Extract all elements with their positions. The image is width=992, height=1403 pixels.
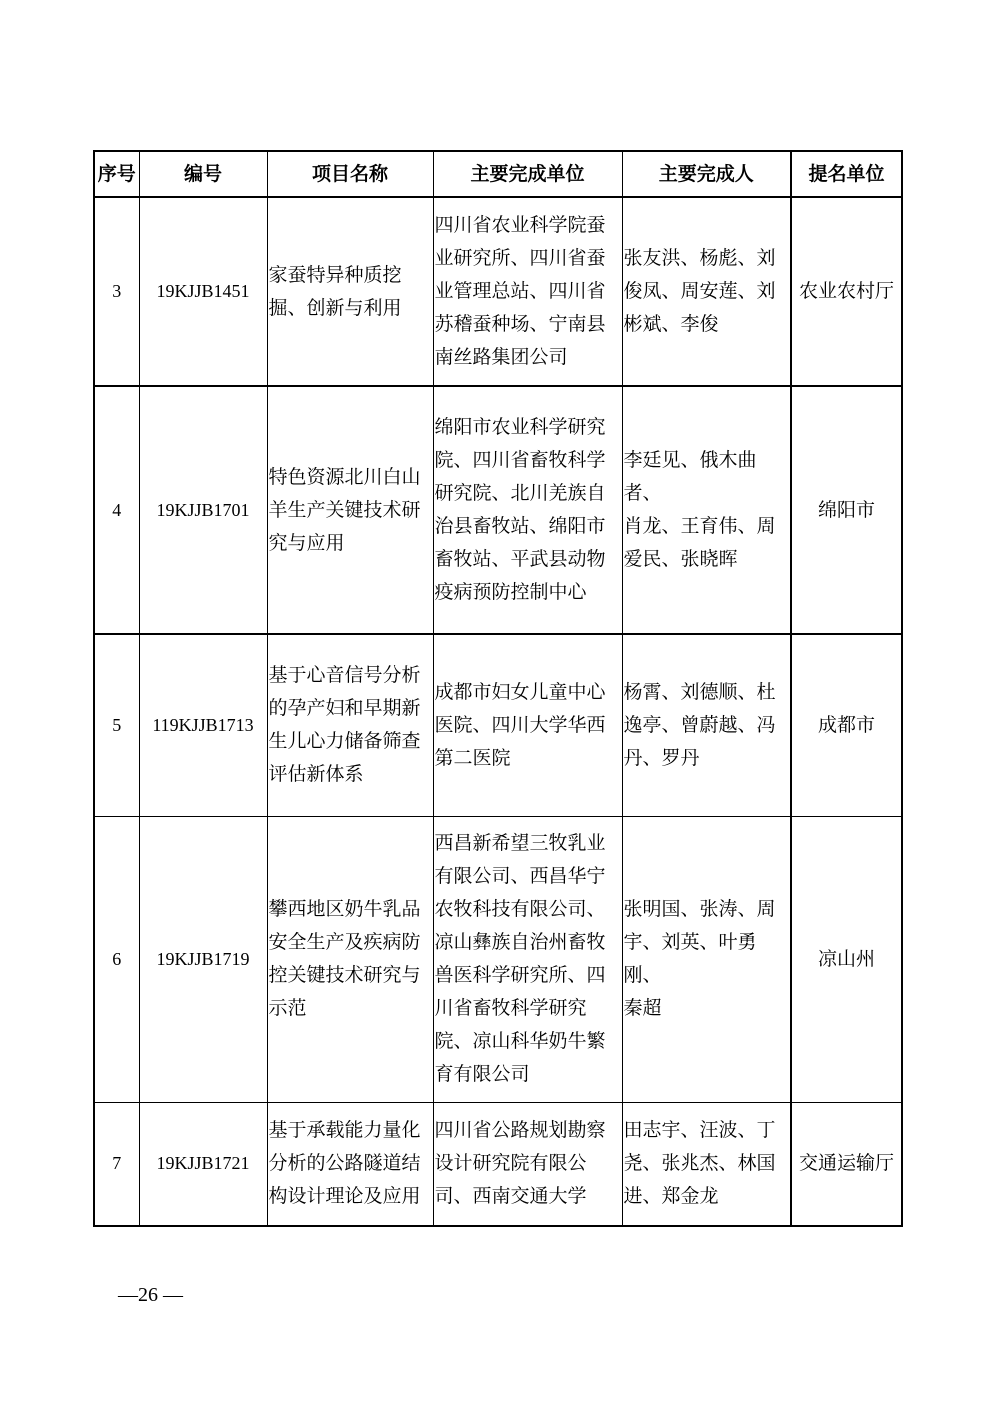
cell-seq: 3 <box>94 197 139 386</box>
header-row <box>94 151 902 197</box>
cell-project: 基于承载能力量化 分析的公路隧道结 构设计理论及应用 <box>267 1102 433 1226</box>
header-persons: 主要完成人 <box>622 151 791 197</box>
cell-seq: 7 <box>94 1102 139 1226</box>
cell-persons: 田志宇、汪波、丁 尧、张兆杰、林国 进、郑金龙 <box>622 1102 791 1226</box>
cell-units: 西昌新希望三牧乳业 有限公司、西昌华宁 农牧科技有限公司、 凉山彝族自治州畜牧 兽医科学研究所、四 川省畜牧科学研究 院、凉山科华奶牛繁 育有限公司 <box>433 816 622 1102</box>
cell-seq: 4 <box>94 386 139 634</box>
cell-nominator: 绵阳市 <box>791 386 902 634</box>
header-nominator: 提名单位 <box>791 151 902 197</box>
table-row <box>94 197 902 386</box>
cell-code: 19KJJB1719 <box>139 816 267 1102</box>
cell-nominator: 交通运输厅 <box>791 1102 902 1226</box>
cell-units: 绵阳市农业科学研究 院、四川省畜牧科学 研究院、北川羌族自 治县畜牧站、绵阳市 畜牧站、平武县动物 疫病预防控制中心 <box>433 386 622 634</box>
cell-nominator: 成都市 <box>791 634 902 816</box>
page-number: —26 — <box>118 1284 183 1306</box>
cell-seq: 6 <box>94 816 139 1102</box>
cell-project: 家蚕特异种质挖 掘、创新与利用 <box>267 197 433 386</box>
cell-code: 19KJJB1451 <box>139 197 267 386</box>
cell-persons: 张友洪、杨彪、刘 俊凤、周安莲、刘 彬斌、李俊 <box>622 197 791 386</box>
cell-persons: 杨霄、刘德顺、杜 逸亭、曾蔚越、冯 丹、罗丹 <box>622 634 791 816</box>
table-row <box>94 1102 902 1226</box>
award-table <box>93 150 903 1227</box>
cell-units: 四川省农业科学院蚕 业研究所、四川省蚕 业管理总站、四川省 苏稽蚕种场、宁南县 南丝路集团公司 <box>433 197 622 386</box>
table-row <box>94 634 902 816</box>
cell-persons: 李廷见、俄木曲者、 肖龙、王育伟、周 爱民、张晓晖 <box>622 386 791 634</box>
cell-project: 攀西地区奶牛乳品 安全生产及疾病防 控关键技术研究与 示范 <box>267 816 433 1102</box>
header-project: 项目名称 <box>267 151 433 197</box>
table-row <box>94 386 902 634</box>
header-units: 主要完成单位 <box>433 151 622 197</box>
cell-code: 19KJJB1721 <box>139 1102 267 1226</box>
cell-nominator: 农业农村厅 <box>791 197 902 386</box>
table-row <box>94 816 902 1102</box>
cell-seq: 5 <box>94 634 139 816</box>
header-seq: 序号 <box>94 151 139 197</box>
cell-units: 成都市妇女儿童中心 医院、四川大学华西 第二医院 <box>433 634 622 816</box>
header-code: 编号 <box>139 151 267 197</box>
cell-project: 基于心音信号分析 的孕产妇和早期新 生儿心力储备筛查 评估新体系 <box>267 634 433 816</box>
cell-code: 119KJJB1713 <box>139 634 267 816</box>
cell-code: 19KJJB1701 <box>139 386 267 634</box>
cell-units: 四川省公路规划勘察 设计研究院有限公 司、西南交通大学 <box>433 1102 622 1226</box>
cell-project: 特色资源北川白山 羊生产关键技术研 究与应用 <box>267 386 433 634</box>
cell-persons: 张明国、张涛、周 宇、刘英、叶勇刚、 秦超 <box>622 816 791 1102</box>
cell-nominator: 凉山州 <box>791 816 902 1102</box>
